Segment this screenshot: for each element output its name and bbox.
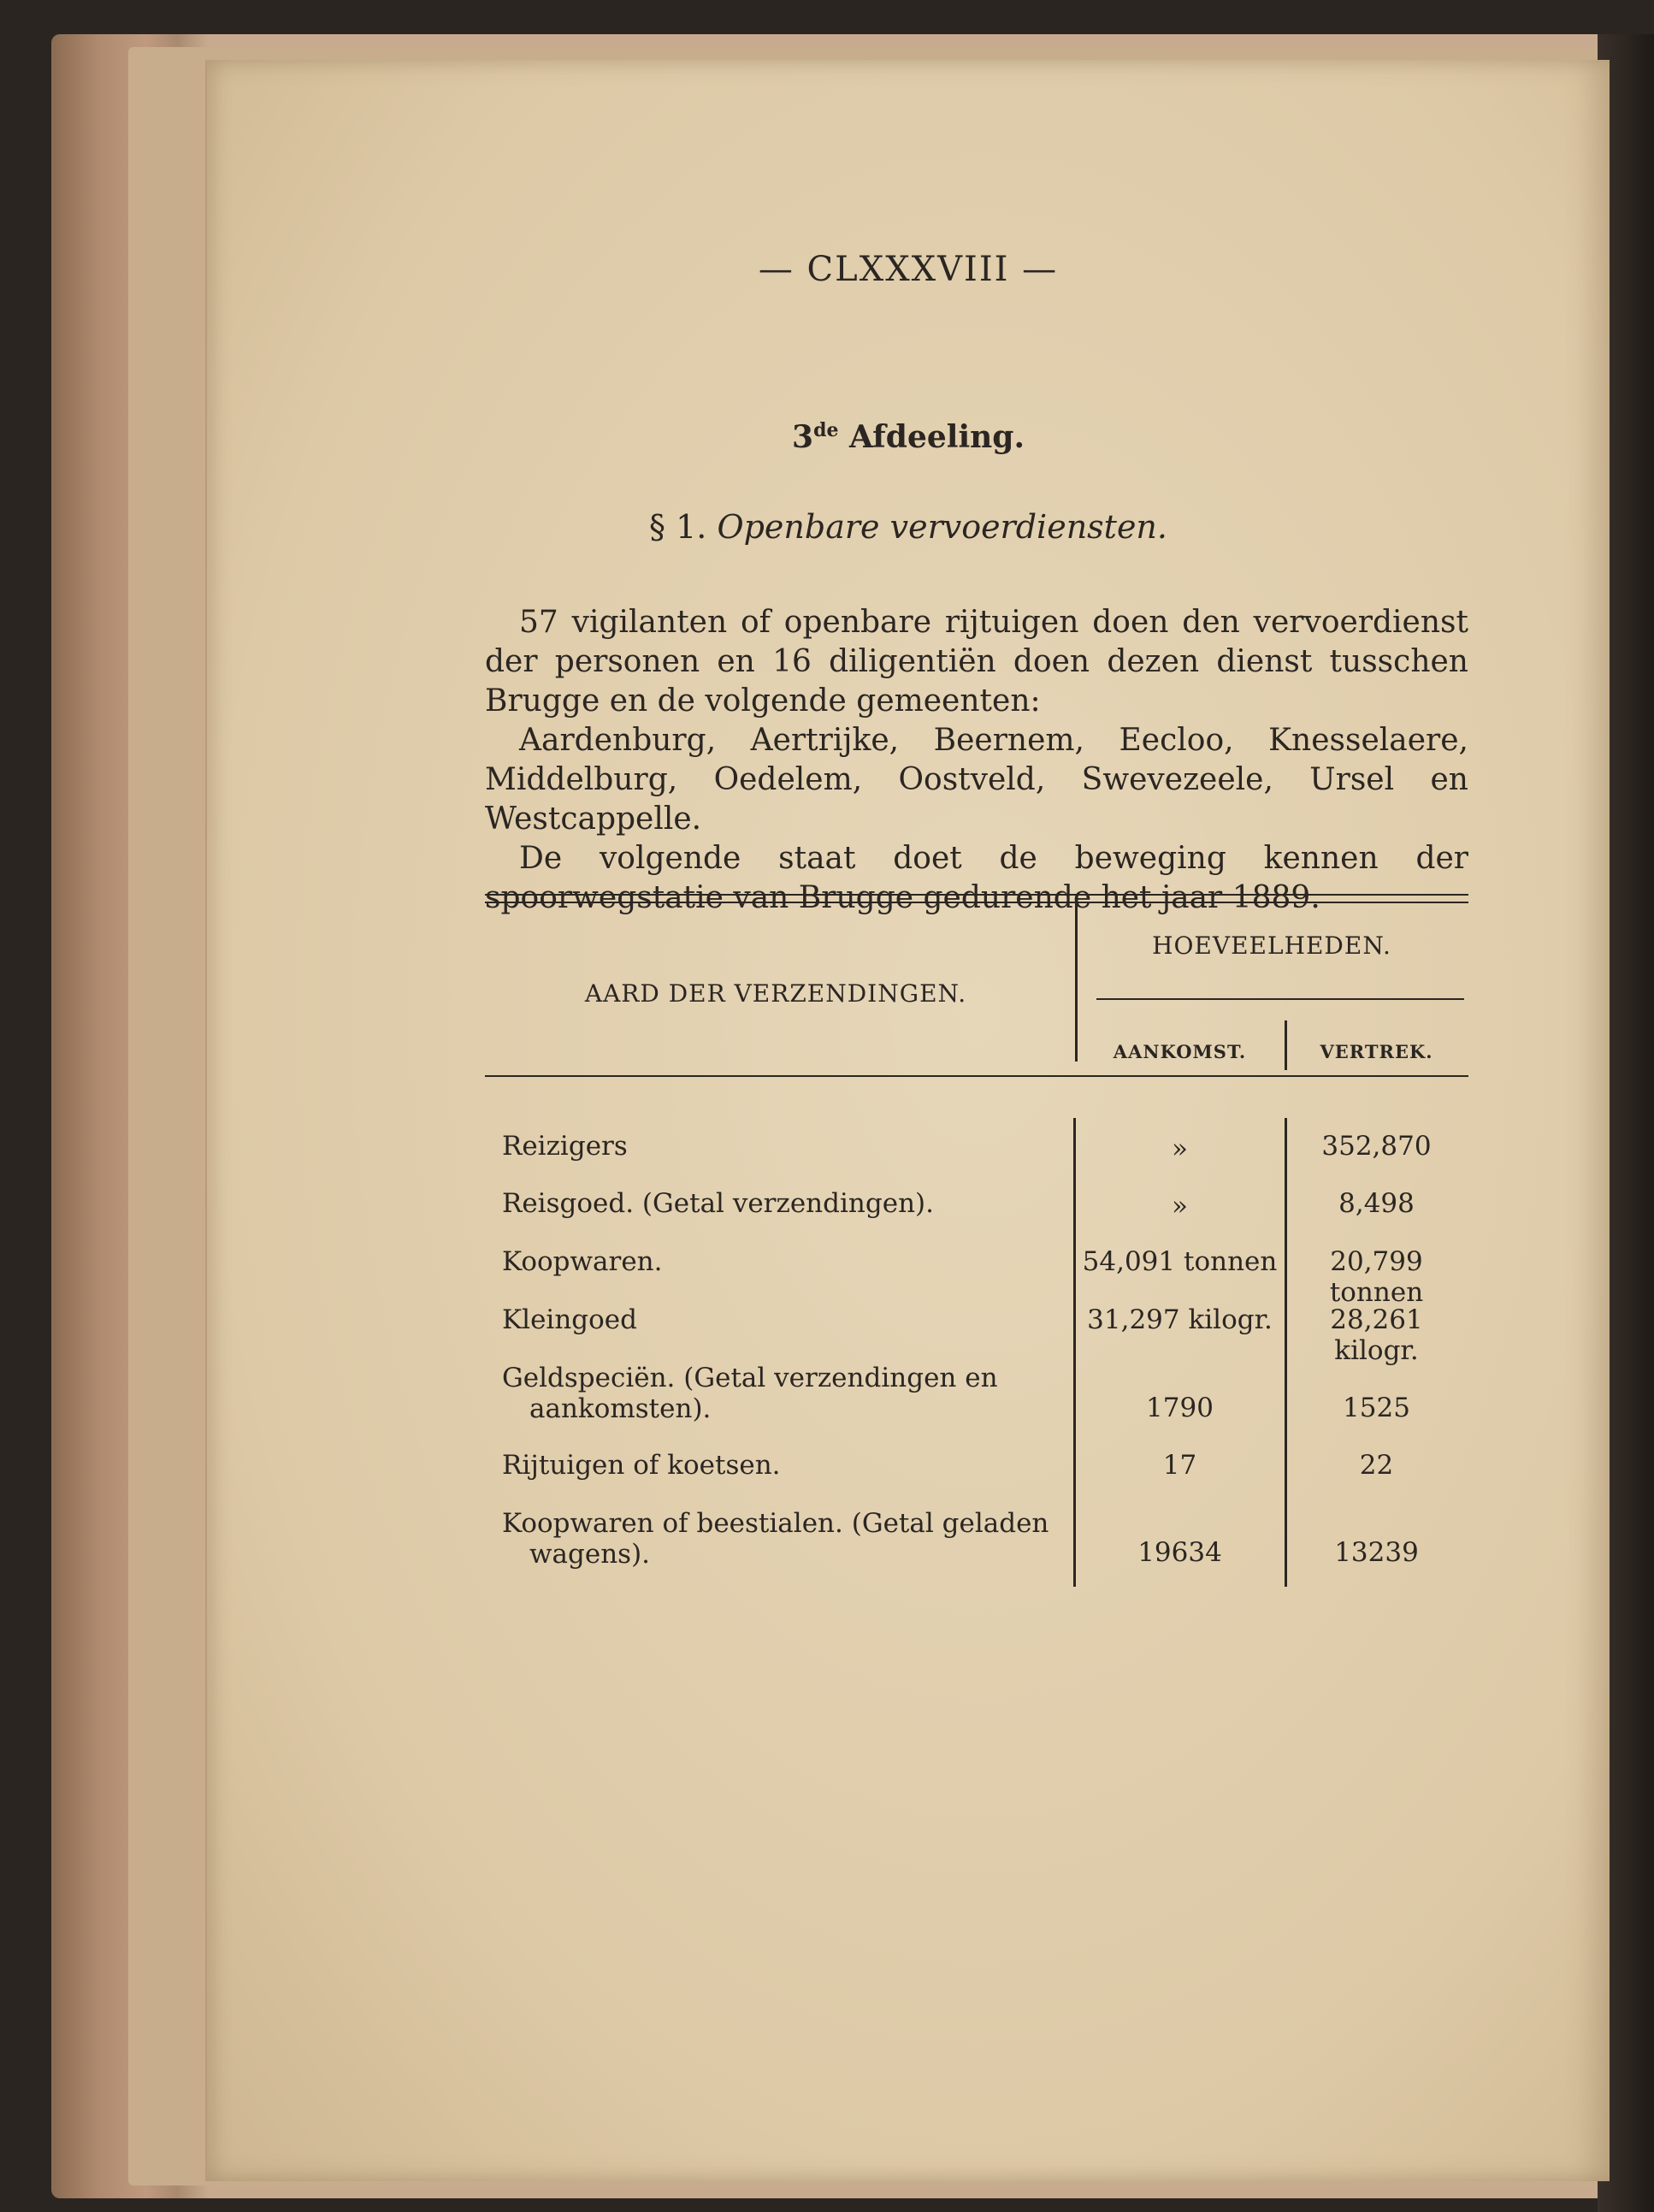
departure-cell: 1525: [1343, 1393, 1410, 1423]
header-bottom-rule: [485, 1075, 1468, 1077]
arrival-cell: 31,297 kilogr.: [1087, 1304, 1273, 1335]
paragraph-2: Aardenburg, Aertrijke, Beernem, Eecloo, Knesselaere, Middelburg, Oedelem, Oostveld, Swevezeele, Ursel en Westcappelle.: [485, 723, 1468, 837]
section-number: 3: [792, 419, 814, 455]
col-header-label: AARD DER VERZENDINGEN.: [584, 979, 967, 1008]
paragraph-title-text: Openbare vervoerdiensten.: [717, 508, 1167, 546]
row-label: [502, 1508, 1049, 1570]
body-text: [485, 603, 1468, 918]
arrival-cell: »: [1172, 1133, 1188, 1164]
body-divider-1: [1073, 1118, 1076, 1587]
paragraph-title: [207, 508, 1610, 546]
header-divider: [1075, 901, 1078, 1062]
row-label-line-1: Geldspeciën. (Getal verzendingen en: [502, 1363, 998, 1393]
arrival-cell: 54,091 tonnen: [1082, 1246, 1278, 1277]
arrival-cell: 1790: [1146, 1393, 1214, 1423]
group-header-rule: [1096, 998, 1464, 1000]
section-title: [207, 419, 1610, 455]
row-label: [502, 1363, 1049, 1424]
paragraph-mark: § 1.: [649, 508, 707, 546]
row-label-line-2: aankomsten).: [529, 1393, 712, 1424]
col-header-arrival: AANKOMST.: [1113, 1041, 1247, 1062]
col-header-group: HOEVEELHEDEN.: [1152, 932, 1391, 960]
section-superscript: de: [813, 419, 839, 441]
paragraph-3: De volgende staat doet de beweging kennen der spoorwegstatie van Brugge gedurende het jaar 1889.: [485, 841, 1468, 915]
row-label: Kleingoed: [502, 1304, 637, 1335]
row-label: Koopwaren.: [502, 1246, 663, 1277]
departure-cell: 22: [1359, 1450, 1394, 1481]
paragraph-1: 57 vigilanten of openbare rijtuigen doen den vervoerdienst der personen en 16 diligentiën doen dezen dienst tusschen Brugge en de volgende gemeenten:: [485, 605, 1468, 719]
arrival-cell: »: [1172, 1191, 1188, 1221]
transport-table: [485, 894, 1468, 1595]
departure-cell: 8,498: [1338, 1188, 1415, 1219]
arrival-cell: 17: [1162, 1450, 1197, 1481]
departure-cell: 13239: [1334, 1537, 1419, 1568]
row-label: Reizigers: [502, 1131, 628, 1162]
row-label-line-2: wagens).: [529, 1539, 651, 1570]
departure-cell: 20,799 tonnen: [1329, 1246, 1424, 1308]
row-label: Reisgoed. (Getal verzendingen).: [502, 1188, 934, 1219]
subheader-divider: [1285, 1020, 1287, 1070]
table-top-rule: [485, 894, 1468, 903]
book-page: [205, 60, 1610, 2181]
arrival-cell: 19634: [1137, 1537, 1222, 1568]
row-label: Rijtuigen of koetsen.: [502, 1450, 781, 1481]
section-name: Afdeeling.: [849, 419, 1025, 455]
col-header-departure: VERTREK.: [1320, 1041, 1433, 1062]
departure-cell: 28,261 kilogr.: [1330, 1304, 1423, 1366]
departure-cell: 352,870: [1321, 1131, 1432, 1162]
row-label-line-1: Koopwaren of beestialen. (Getal geladen: [502, 1508, 1049, 1539]
page-number: — CLXXXVIII —: [758, 250, 1059, 289]
